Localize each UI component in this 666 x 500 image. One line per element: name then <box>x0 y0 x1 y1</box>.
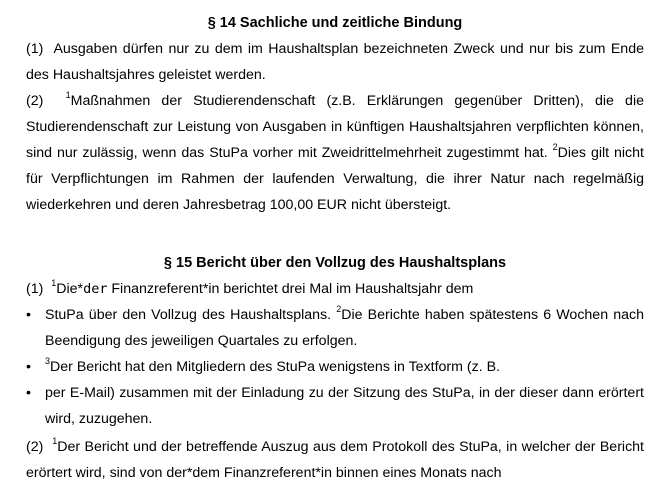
section-14-paragraph-2 <box>26 88 644 218</box>
paragraph-number: (2) <box>26 439 44 455</box>
section-15-heading: § 15 Bericht über den Vollzug des Haushaltsplans <box>163 255 507 271</box>
list-item <box>26 302 644 354</box>
sentence-number: 1 <box>52 436 58 447</box>
paragraph-text: Finanzreferent*in berichtet drei Mal im Haushaltsjahr dem <box>107 281 474 297</box>
paragraph-number: (2) <box>26 93 44 109</box>
bullet-symbol: • <box>26 385 31 401</box>
section-15-paragraph-2 <box>26 434 644 486</box>
bullet-symbol: • <box>26 307 31 323</box>
paragraph-text: Ausgaben dürfen nur zu dem im Haushaltsplan bezeichneten Zweck und nur bis zum Ende des Haushaltsjahres geleistet werden. <box>26 41 644 83</box>
bullet-list <box>26 302 644 432</box>
paragraph-text-mono: der <box>83 281 108 297</box>
section-14-heading: § 14 Sachliche und zeitliche Bindung <box>207 15 463 31</box>
sentence-number: 1 <box>65 90 71 101</box>
sentence-number: 3 <box>45 356 51 367</box>
sentence-number: 2 <box>336 304 342 315</box>
list-item-text: Der Bericht hat den Mitgliedern des StuPa wenigstens in Textform (z. B. <box>50 359 501 375</box>
list-item <box>26 380 644 432</box>
bullet-symbol: • <box>26 359 31 375</box>
list-item <box>26 354 644 380</box>
paragraph-text: Maßnahmen der Studierendenschaft (z.B. Erklärungen gegenüber Dritten), die die Studierendenschaft zur Leistung von Ausgaben in künftigen Haushaltsjahren verpflichten können, sind nur zulässig, wenn das StuPa vorher mit Zweidrittelmehrheit zugestimmt hat. <box>26 93 644 161</box>
list-item-text: per E-Mail) zusammen mit der Einladung zu der Sitzung des StuPa, in der dieser dann erörtert wird, zuzugehen. <box>45 385 644 427</box>
paragraph-text: Die* <box>56 281 84 297</box>
paragraph-number: (1) <box>26 41 44 57</box>
paragraph-text: Der Bericht und der betreffende Auszug aus dem Protokoll des StuPa, in welcher der Bericht erörtert wird, sind von der*dem Finanzreferent*in binnen eines Monats nach <box>26 439 645 481</box>
section-15-paragraph-1 <box>26 276 644 302</box>
list-item-text: Die Berichte haben spätestens 6 Wochen nach Beendigung des jeweiligen Quartales zu erfolgen. <box>45 307 645 349</box>
sentence-number: 1 <box>51 278 57 289</box>
paragraph-text: Dies gilt nicht für Verpflichtungen im Rahmen der laufenden Verwaltung, die ihrer Natur nach regelmäßig wiederkehren und deren Jahresbetrag 100,00 EUR nicht übersteigt. <box>26 145 644 213</box>
section-14-paragraph-1 <box>26 36 644 88</box>
paragraph-number: (1) <box>26 281 44 297</box>
list-item-text: StuPa über den Vollzug des Haushaltsplans. <box>45 307 337 323</box>
sentence-number: 2 <box>552 142 558 153</box>
